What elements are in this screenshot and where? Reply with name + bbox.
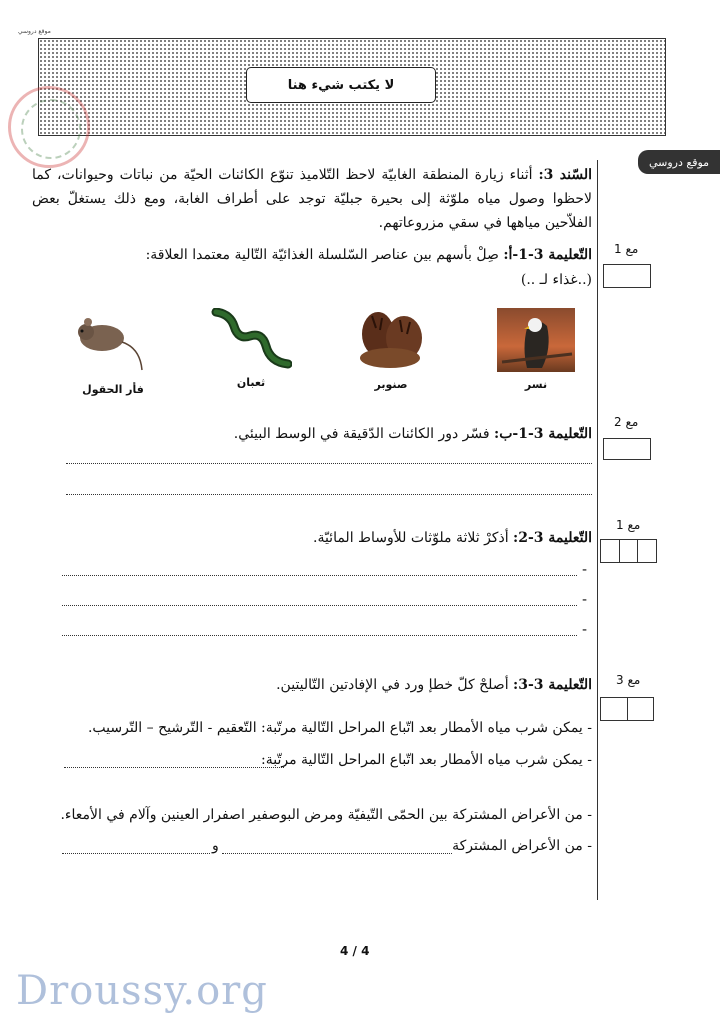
q1a-relation: (..غذاء لـ ..) (520, 272, 592, 288)
q3-statement-2: - من الأعراض المشتركة بين الحمّى التّيفيّة ومرض البوصفير اصفرار العينين وآلام في الأمعاء. (60, 807, 592, 823)
q1a-text: صِلْ بأسهم بين عناصر السّلسلة الغذائيّة التّالية معتمدا العلاقة: (145, 247, 499, 263)
q2-score-box[interactable] (600, 539, 657, 563)
q1b-paragraph (32, 422, 592, 446)
pine-label: صنوبر (374, 378, 408, 391)
q1a-paragraph (32, 243, 592, 267)
page-number: 4 / 4 (340, 944, 370, 958)
q1b-text: فسّر دور الكائنات الدّقيقة في الوسط البيئي. (233, 426, 490, 442)
bullet: - (582, 622, 588, 638)
q1a-title: التّعليمة 3-1-أ: (503, 247, 592, 263)
q3-text: أصلحْ كلّ خطإ ورد في الإفادتين التّاليتين. (276, 677, 509, 693)
q2-score-label: مع 1 (616, 518, 641, 532)
q3-score-box[interactable] (600, 697, 654, 721)
sanad-paragraph (32, 163, 592, 235)
q1a-score-label: مع 1 (614, 242, 639, 256)
q2-title: التّعليمة 3-2: (513, 530, 592, 546)
q2-text: أذكرْ ثلاثة ملوّثات للأوساط المائيّة. (313, 530, 509, 546)
margin-divider (597, 160, 598, 900)
q3-paragraph (32, 673, 592, 697)
q3-score-label: مع 3 (616, 673, 641, 687)
pine-cone-image (352, 308, 430, 374)
q1a-score-box[interactable] (603, 264, 651, 288)
site-tab[interactable]: موقع دروسي (638, 150, 720, 174)
q3-title: التّعليمة 3-3: (513, 677, 592, 693)
snake-label: ثعبان (236, 376, 266, 389)
answer-line[interactable] (62, 604, 577, 606)
eagle-image (497, 308, 575, 372)
q3-statement-1: - يمكن شرب مياه الأمطار بعد اتّباع المراحل التّالية مرتّبة: التّعقيم - التّرشيح – التّرسيب. (87, 720, 592, 736)
answer-line[interactable] (62, 634, 577, 636)
bullet: - (582, 592, 588, 608)
site-watermark: Droussy.org (16, 968, 268, 1014)
answer-line[interactable] (62, 852, 210, 854)
answer-line[interactable] (64, 766, 284, 768)
snake-image (210, 308, 292, 374)
site-stamp-logo (8, 86, 90, 168)
answer-line[interactable] (66, 462, 592, 464)
q3-correction-1-prompt: - يمكن شرب مياه الأمطار بعد اتّباع المراحل التّالية مرتّبة: (261, 752, 592, 768)
q2-paragraph (32, 526, 592, 550)
q3-correction-2-prompt: - من الأعراض المشتركة (452, 838, 592, 854)
top-site-note: موقع دروسي (18, 28, 51, 35)
and-connector: و (212, 838, 219, 854)
sanad-text: أثناء زيارة المنطقة الغابيّة لاحظ التّلاميذ تنوّع الكائنات الحيّة من نباتات وحيوانات، كما لاحظوا وصول مياه ملوّثة إلى بحيرة جبليّة توجد على أطراف الغابة، ومع ذلك يستغلّ بعض الفلاّحين مياهها في سقي مزروعاتهم. (32, 167, 592, 231)
q1b-score-box[interactable] (603, 438, 651, 460)
answer-line[interactable] (66, 493, 592, 495)
q1b-title: التّعليمة 3-1-ب: (494, 426, 592, 442)
mouse-label: فأر الحقول (82, 383, 144, 396)
answer-line[interactable] (222, 852, 452, 854)
q1b-score-label: مع 2 (614, 415, 639, 429)
sanad-title: السّند 3: (538, 167, 593, 183)
eagle-label: نسر (524, 378, 548, 391)
field-mouse-image (74, 312, 146, 374)
bullet: - (582, 562, 588, 578)
no-write-label: لا يكتب شيء هنا (246, 67, 436, 103)
answer-line[interactable] (62, 574, 577, 576)
